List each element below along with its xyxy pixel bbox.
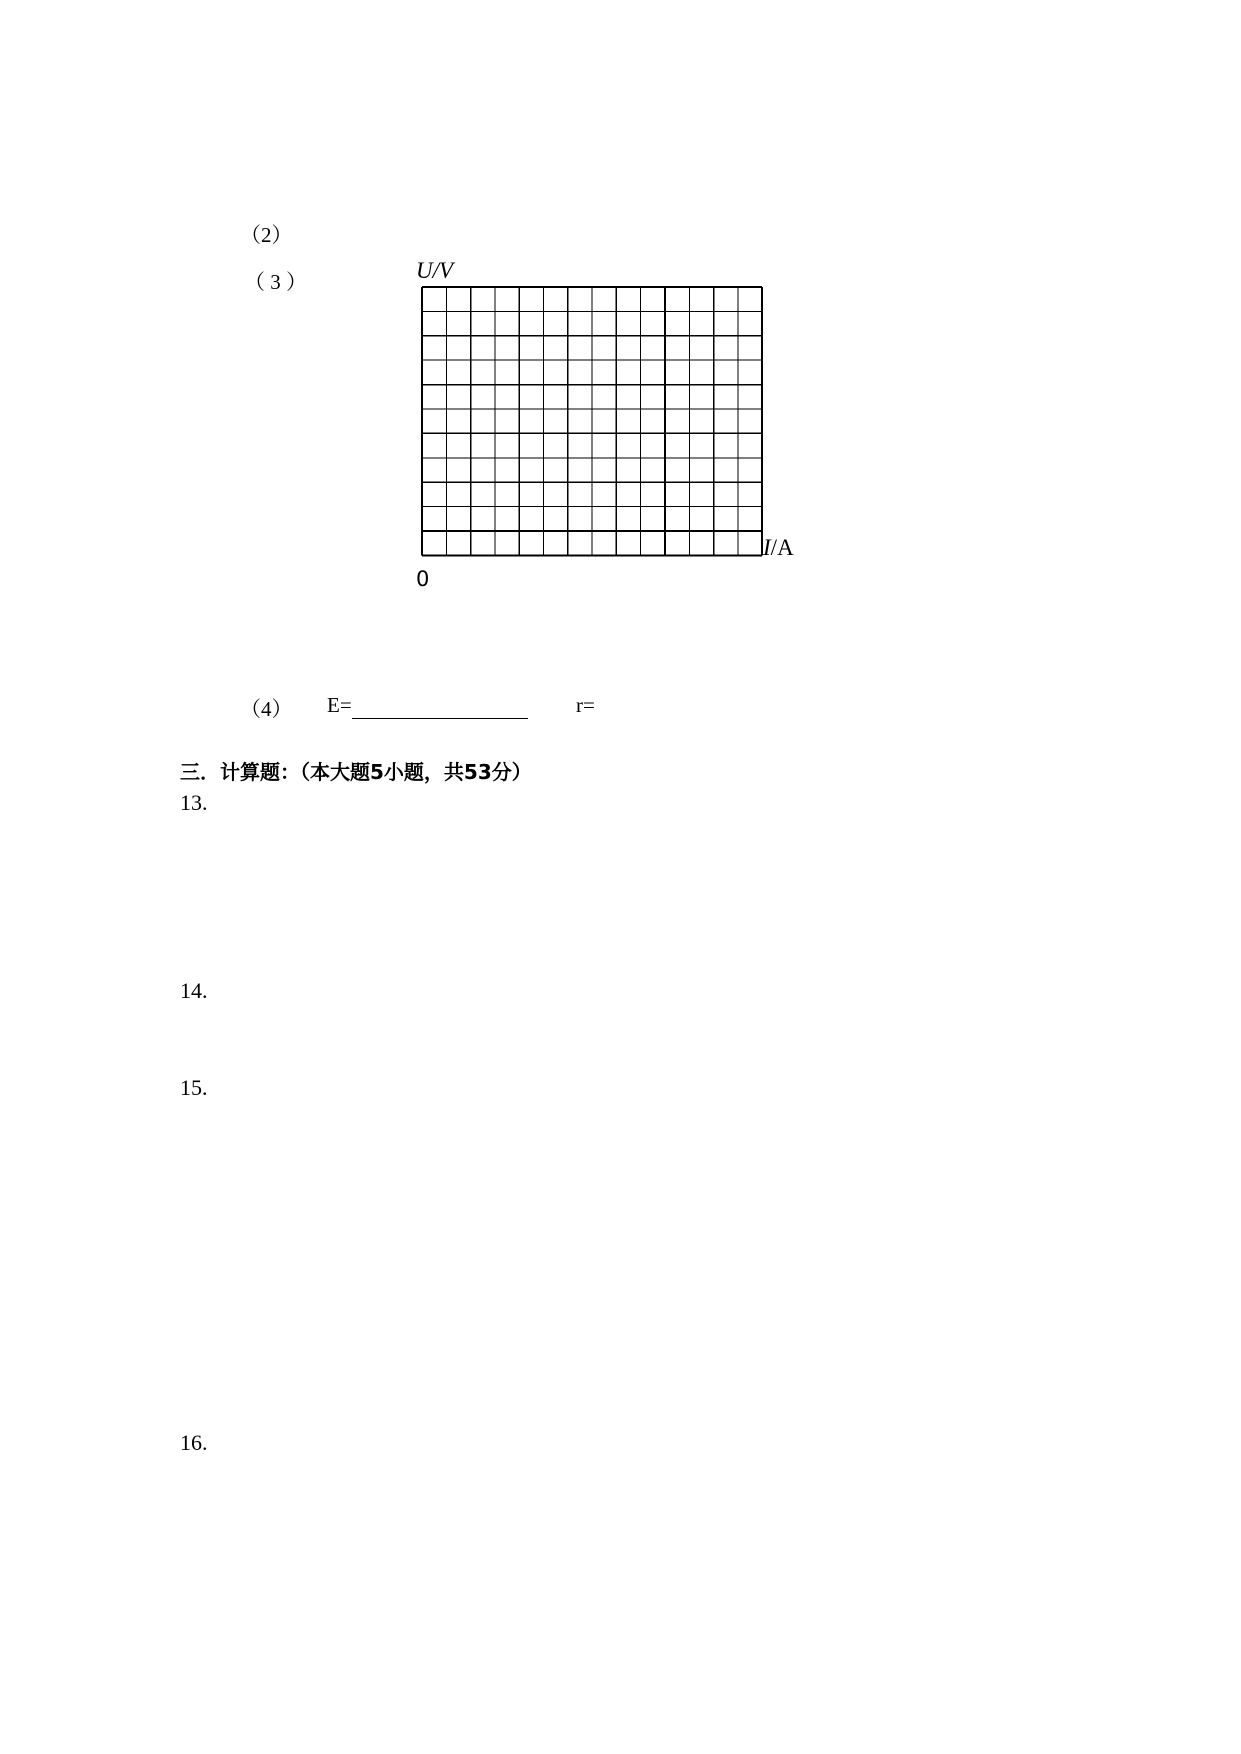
question-2-label: （2）	[240, 223, 293, 247]
u-i-graph-grid	[420, 285, 764, 557]
question-4-label: （4）	[240, 697, 293, 721]
graph-origin-label: 0	[416, 567, 430, 591]
emf-answer-blank[interactable]	[352, 693, 528, 719]
question-14-number: 14.	[180, 978, 208, 1003]
emf-answer	[327, 693, 528, 719]
y-axis-label: U/V	[416, 258, 454, 283]
x-axis-label: I/A	[763, 535, 794, 560]
question-13-number: 13.	[180, 790, 208, 815]
section-three-heading: 三．计算题：（本大题5小题，共53分）	[180, 760, 532, 784]
question-15-number: 15.	[180, 1075, 208, 1100]
emf-label: E=	[327, 693, 352, 717]
internal-resistance-label: r=	[576, 693, 595, 717]
question-3-label: （ 3 ）	[244, 270, 307, 294]
question-16-number: 16.	[180, 1430, 208, 1455]
